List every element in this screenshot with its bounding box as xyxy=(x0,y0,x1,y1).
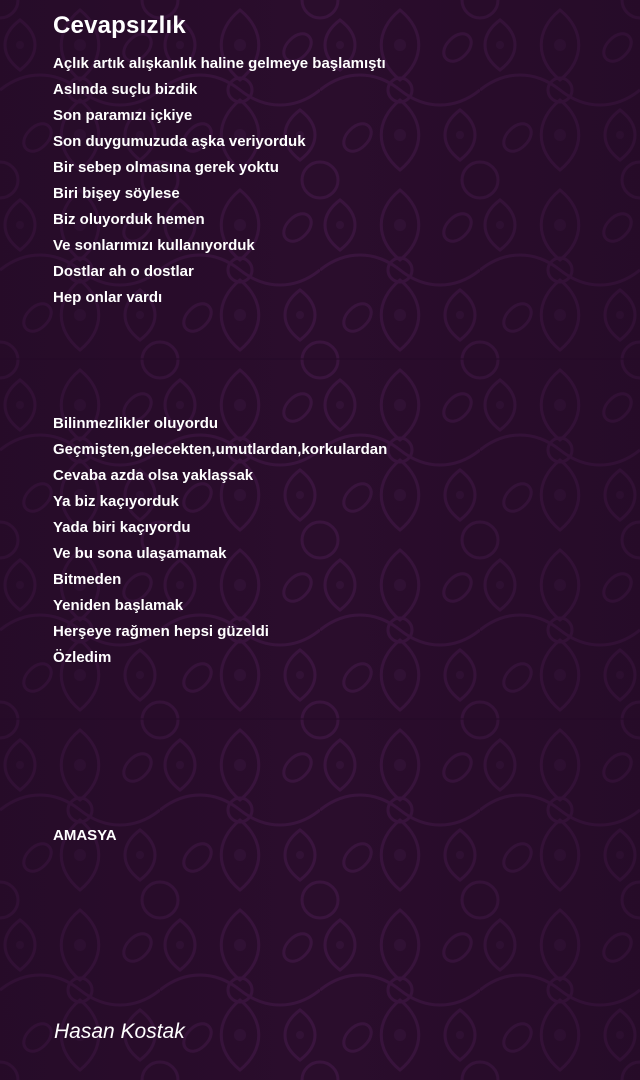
poem-line: Ve sonlarımızı kullanıyorduk xyxy=(53,237,255,254)
poem-line: Bitmeden xyxy=(53,571,122,588)
poem-line: Herşeye rağmen hepsi güzeldi xyxy=(53,623,269,640)
poem-line: Geçmişten,gelecekten,umutlardan,korkulardan xyxy=(53,441,388,458)
poem-title: Cevapsızlık xyxy=(53,12,186,39)
poem-line: Cevaba azda olsa yaklaşsak xyxy=(53,467,254,484)
stanza-2 xyxy=(53,411,387,671)
poem-line: Aslında suçlu bizdik xyxy=(53,81,198,98)
poem-line: Son paramızı içkiye xyxy=(53,107,193,124)
poem-line: Açlık artık alışkanlık haline gelmeye başlamıştı xyxy=(53,55,386,72)
poem-line: Yeniden başlamak xyxy=(53,597,184,614)
poem-line: Bir sebep olmasına gerek yoktu xyxy=(53,159,279,176)
poem-line: Dostlar ah o dostlar xyxy=(53,263,194,280)
poem-line: Bilinmezlikler oluyordu xyxy=(53,415,219,432)
poem-line: Ya biz kaçıyorduk xyxy=(53,493,179,510)
poem-line: Biri bişey söylese xyxy=(53,185,180,202)
poem-line: Biz oluyorduk hemen xyxy=(53,211,205,228)
poem-line: Ve bu sona ulaşamamak xyxy=(53,545,227,562)
stanza-1 xyxy=(53,51,386,311)
poem-author: Hasan Kostak xyxy=(54,1020,185,1043)
poem-line: Hep onlar vardı xyxy=(53,289,163,306)
poem-place: AMASYA xyxy=(53,827,117,844)
poem-line: Son duygumuzuda aşka veriyorduk xyxy=(53,133,306,150)
poem-line: Özledim xyxy=(53,649,112,666)
poem-line: Yada biri kaçıyordu xyxy=(53,519,191,536)
